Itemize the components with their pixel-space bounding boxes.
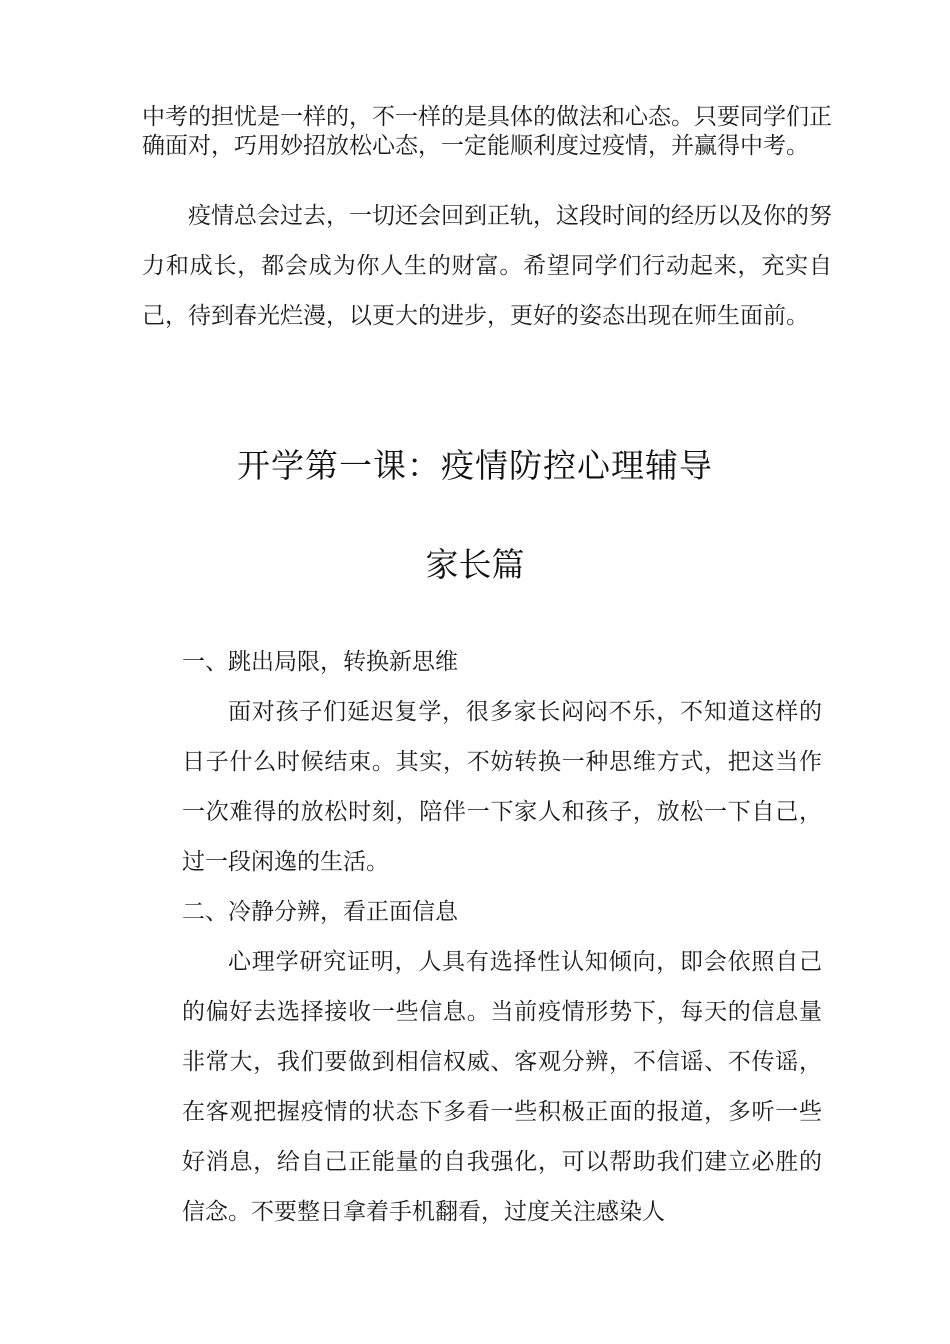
intro-paragraph-1: 中考的担忧是一样的，不一样的是具体的做法和心态。只要同学们正确面对，巧用妙招放松心态，一定能顺利度过疫情，并赢得中考。 xyxy=(142,104,832,159)
section-body: 心理学研究证明，人具有选择性认知倾向，即会依照自己的偏好去选择接收一些信息。当前疫情形势下，每天的信息量非常大，我们要做到相信权威、客观分辨，不信谣、不传谣，在客观把握疫情的状态下多看一些积极正面的报道，多听一些好消息，给自己正能量的自我强化，可以帮助我们建立必胜的信念。不要整日拿着手机翻看，过度关注感染人 xyxy=(182,949,822,1225)
section-1 xyxy=(182,637,822,1237)
intro-paragraph-2: 疫情总会过去，一切还会回到正轨，这段时间的经历以及你的努力和成长，都会成为你人生的财富。希望同学们行动起来，充实自己，待到春光烂漫，以更大的进步，更好的姿态出现在师生面前。 xyxy=(142,203,832,329)
page-title: 开学第一课：疫情防控心理辅导 xyxy=(237,446,713,485)
page-subtitle: 家长篇 xyxy=(425,545,525,584)
section-heading: 二、冷静分辨，看正面信息 xyxy=(182,899,458,925)
section-body: 面对孩子们延迟复学，很多家长闷闷不乐，不知道这样的日子什么时候结束。其实，不妨转换一种思维方式，把这当作一次难得的放松时刻，陪伴一下家人和孩子，放松一下自己，过一段闲逸的生活。 xyxy=(182,699,822,875)
section-heading: 一、跳出局限，转换新思维 xyxy=(182,649,458,675)
